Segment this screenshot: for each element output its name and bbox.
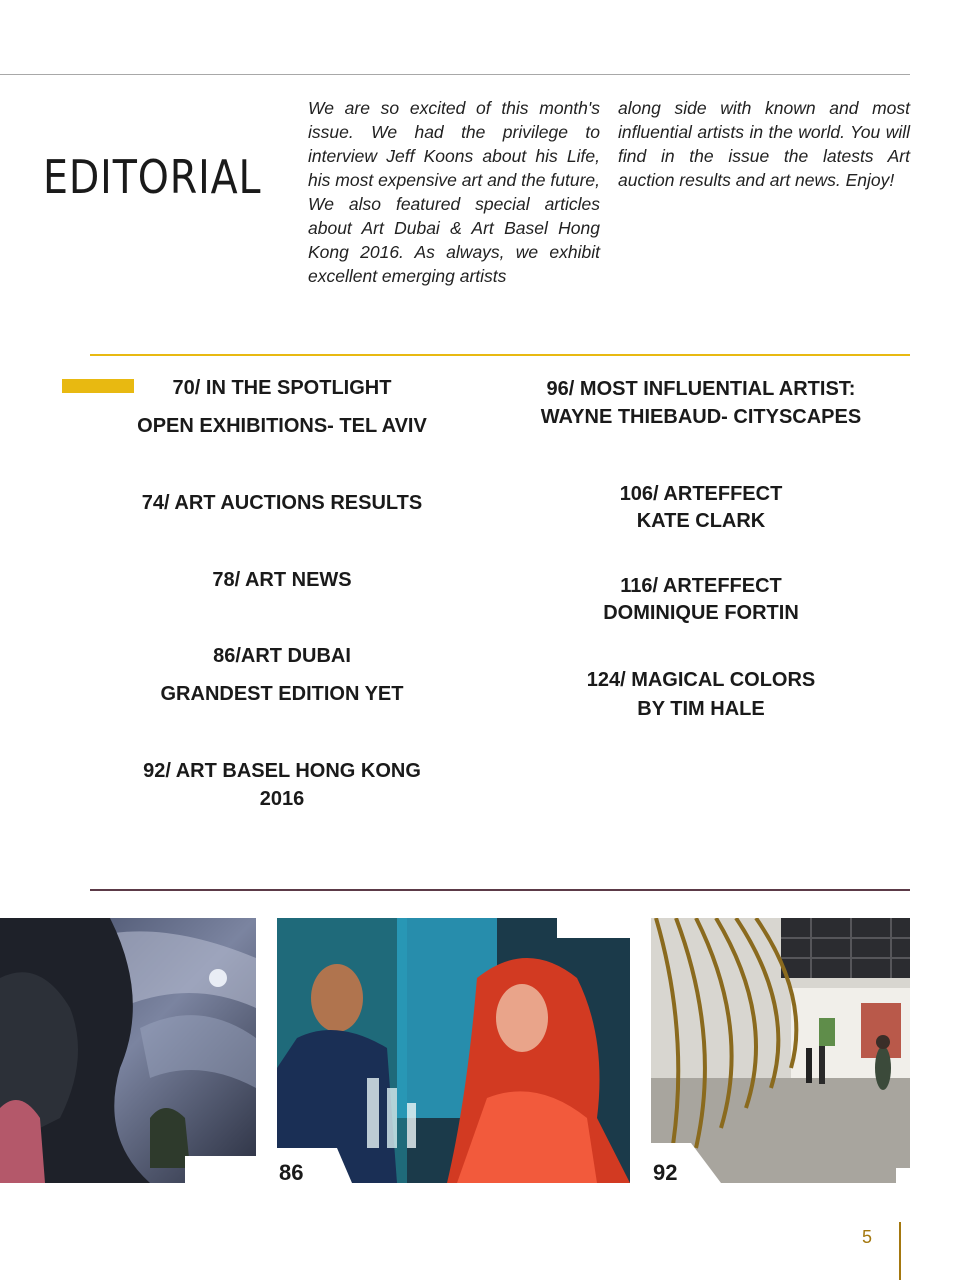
- page-number: 5: [862, 1227, 873, 1247]
- toc-entry-116[interactable]: 116/ ARTEFFECT: [620, 575, 782, 597]
- toc-entry-86[interactable]: 86/ART DUBAI: [213, 645, 351, 667]
- intro-text-column-1: We are so excited of this month's issue. We had the privilege to interview Jeff Koons about his Life, his most expensive art and the future, We also featured special articles about Art Dubai & Art Basel Hong Kong 2016. As always, we exhibit excellent emerging artists: [308, 98, 600, 286]
- cafe-scene-photo[interactable]: [277, 918, 630, 1183]
- top-divider: [0, 74, 910, 75]
- toc-entry-106[interactable]: 106/ ARTEFFECT: [619, 483, 783, 505]
- photo-page-label: 86: [279, 1160, 304, 1183]
- toc-entry-124-subtitle: BY TIM HALE: [637, 698, 765, 720]
- contents-bottom-divider: [90, 889, 910, 891]
- toc-entry-78[interactable]: 78/ ART NEWS: [212, 569, 352, 591]
- toc-entry-116-subtitle: DOMINIQUE FORTIN: [603, 602, 799, 624]
- painting-photo[interactable]: [0, 918, 256, 1183]
- toc-entry-70-subtitle: OPEN EXHIBITIONS- TEL AVIV: [137, 415, 427, 437]
- toc-entry-74[interactable]: 74/ ART AUCTIONS RESULTS: [141, 492, 423, 514]
- toc-entry-124[interactable]: 124/ MAGICAL COLORS: [586, 669, 816, 691]
- toc-entry-96-subtitle: WAYNE THIEBAUD- CITYSCAPES: [540, 406, 862, 428]
- exhibition-hall-photo[interactable]: [651, 918, 910, 1183]
- page-number-divider: [899, 1222, 901, 1280]
- contents-top-divider: [90, 354, 910, 356]
- toc-entry-92-subtitle: 2016: [259, 788, 305, 810]
- toc-entry-92[interactable]: 92/ ART BASEL HONG KONG: [143, 760, 421, 782]
- intro-text-column-2: along side with known and most influential artists in the world. You will find in the issue the latests Art auction results and art news. Enjoy!: [618, 98, 910, 190]
- toc-entry-70[interactable]: 70/ IN THE SPOTLIGHT: [172, 377, 392, 399]
- toc-entry-86-subtitle: GRANDEST EDITION YET: [160, 683, 404, 705]
- photo-page-label: 92: [653, 1160, 678, 1183]
- page-title: EDITORIAL: [43, 150, 262, 204]
- toc-entry-106-subtitle: KATE CLARK: [636, 510, 766, 532]
- toc-entry-96[interactable]: 96/ MOST INFLUENTIAL ARTIST:: [546, 378, 856, 400]
